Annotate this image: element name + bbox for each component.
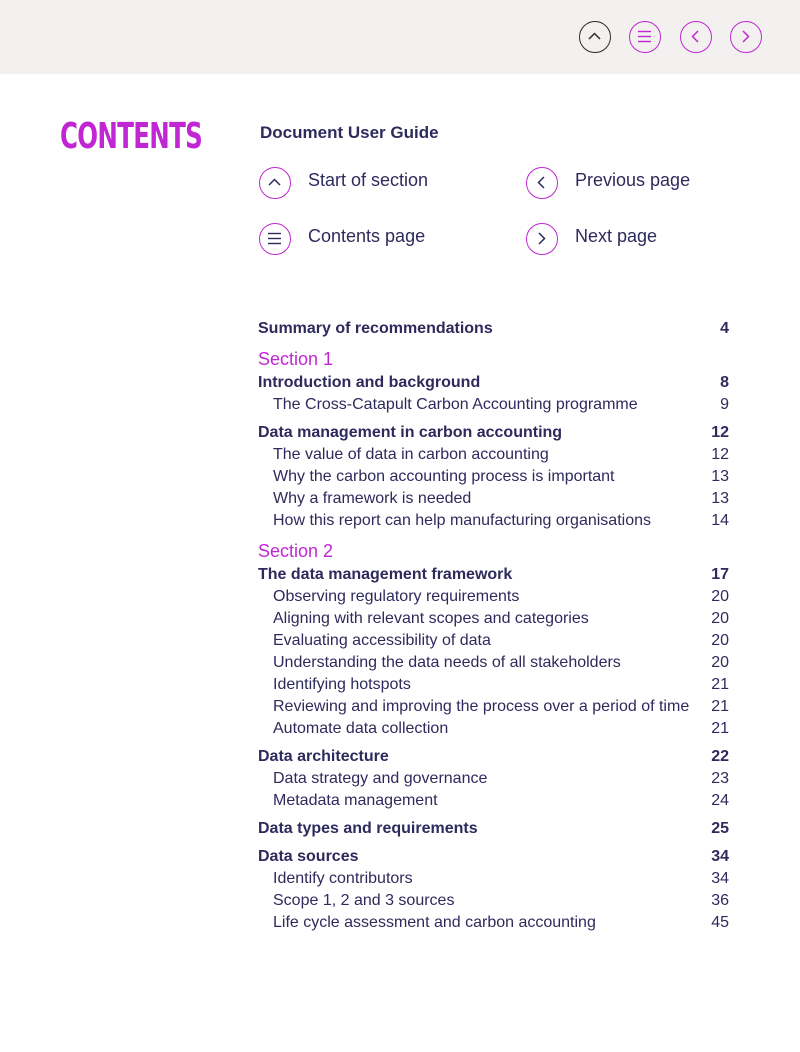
toc-entry-title: Reviewing and improving the process over a period of time (273, 698, 690, 715)
toc-entry-title: Metadata management (273, 792, 438, 809)
chevron-right-icon (526, 223, 558, 255)
guide-label: Previous page (575, 170, 691, 190)
toc-entry-title: Identify contributors (273, 870, 413, 887)
toc-entry-title: Automate data collection (273, 720, 449, 737)
toc-entry-page: 36 (711, 892, 729, 909)
toc-entry-title: How this report can help manufacturing organisations (273, 512, 651, 529)
guide-label: Start of section (308, 170, 429, 190)
toc-entry-page: 9 (720, 396, 729, 413)
toc-entry-page: 34 (711, 870, 729, 887)
page-title: CONTENTS (60, 116, 203, 157)
toc-entry[interactable] (258, 422, 729, 444)
toc-entry-title: Data strategy and governance (273, 770, 488, 787)
toc-entry-page: 21 (711, 698, 729, 715)
toc-entry-title: The Cross-Catapult Carbon Accounting programme (273, 396, 638, 413)
previous-page-button[interactable] (680, 21, 712, 53)
toc-entry-page: 24 (711, 792, 729, 809)
toc-entry-page: 14 (711, 512, 729, 529)
toc-entry-page: 45 (711, 914, 729, 931)
toc-entry-page: 12 (711, 446, 729, 463)
chevron-up-icon (580, 22, 609, 51)
toc-entry-title: Why a framework is needed (273, 490, 472, 507)
guide-label: Contents page (308, 226, 426, 246)
toc-subentry[interactable] (258, 608, 729, 630)
toc-entry-page: 23 (711, 770, 729, 787)
top-navigation-bar (0, 0, 800, 74)
toc-entry-title: Summary of recommendations (258, 320, 493, 337)
toc-entry-title: Evaluating accessibility of data (273, 632, 491, 649)
toc-entry-title: Observing regulatory requirements (273, 588, 520, 605)
section-heading: Section 1 (258, 349, 334, 369)
chevron-right-icon (731, 22, 760, 51)
toc-entry-title: Life cycle assessment and carbon accounting (273, 914, 596, 931)
toc-entry-page: 22 (711, 748, 729, 765)
toc-subentry[interactable] (258, 488, 729, 510)
toc-subentry[interactable] (258, 394, 729, 416)
toc-entry-title: Data management in carbon accounting (258, 424, 563, 441)
toc-entry-page: 20 (711, 654, 729, 671)
toc-subentry[interactable] (258, 790, 729, 812)
toc-entry-page: 21 (711, 720, 729, 737)
toc-entry[interactable] (258, 818, 729, 840)
toc-subentry[interactable] (258, 890, 729, 912)
toc-subentry[interactable] (258, 912, 729, 934)
toc-entry[interactable] (258, 746, 729, 768)
toc-subentry[interactable] (258, 674, 729, 696)
menu-icon (630, 22, 659, 51)
toc-entry-page: 12 (711, 424, 729, 441)
toc-entry-page: 13 (711, 468, 729, 485)
toc-entry-page: 17 (711, 566, 729, 583)
user-guide-title: Document User Guide (260, 123, 439, 142)
toc-entry-title: Data sources (258, 848, 359, 865)
toc-entry-page: 13 (711, 490, 729, 507)
toc-entry-page: 4 (720, 320, 729, 337)
guide-label: Next page (575, 226, 658, 246)
toc-entry-page: 20 (711, 588, 729, 605)
toc-entry-title: Scope 1, 2 and 3 sources (273, 892, 455, 909)
toc-subentry[interactable] (258, 652, 729, 674)
next-page-button[interactable] (730, 21, 762, 53)
toc-entry-title: The value of data in carbon accounting (273, 446, 549, 463)
toc-entry-title: Data architecture (258, 748, 389, 765)
menu-icon (259, 223, 291, 255)
toc-entry-title: The data management framework (258, 566, 513, 583)
toc-subentry[interactable] (258, 510, 729, 532)
toc-entry-title: Data types and requirements (258, 820, 478, 837)
toc-entry-page: 21 (711, 676, 729, 693)
toc-entry-title: Introduction and background (258, 374, 481, 391)
toc-subentry[interactable] (258, 586, 729, 608)
section-heading: Section 2 (258, 541, 334, 561)
toc-subentry[interactable] (258, 768, 729, 790)
toc-entry-page: 25 (711, 820, 729, 837)
chevron-left-icon (526, 167, 558, 199)
chevron-left-icon (681, 22, 710, 51)
toc-entry-title: Why the carbon accounting process is important (273, 468, 615, 485)
toc-subentry[interactable] (258, 718, 729, 740)
toc-entry[interactable] (258, 372, 729, 394)
start-of-section-button[interactable] (579, 21, 611, 53)
toc-subentry[interactable] (258, 444, 729, 466)
toc-entry[interactable] (258, 564, 729, 586)
toc-entry-title: Identifying hotspots (273, 676, 411, 693)
toc-subentry[interactable] (258, 696, 729, 718)
toc-subentry[interactable] (258, 466, 729, 488)
toc-entry[interactable] (258, 318, 729, 340)
table-of-contents (258, 318, 729, 934)
chevron-up-icon (259, 167, 291, 199)
toc-entry-title: Aligning with relevant scopes and categories (273, 610, 589, 627)
toc-entry[interactable] (258, 846, 729, 868)
toc-subentry[interactable] (258, 868, 729, 890)
toc-entry-title: Understanding the data needs of all stakeholders (273, 654, 621, 671)
toc-entry-page: 8 (720, 374, 729, 391)
toc-entry-page: 34 (711, 848, 729, 865)
toc-entry-page: 20 (711, 632, 729, 649)
toc-subentry[interactable] (258, 630, 729, 652)
toc-entry-page: 20 (711, 610, 729, 627)
contents-page-button[interactable] (629, 21, 661, 53)
